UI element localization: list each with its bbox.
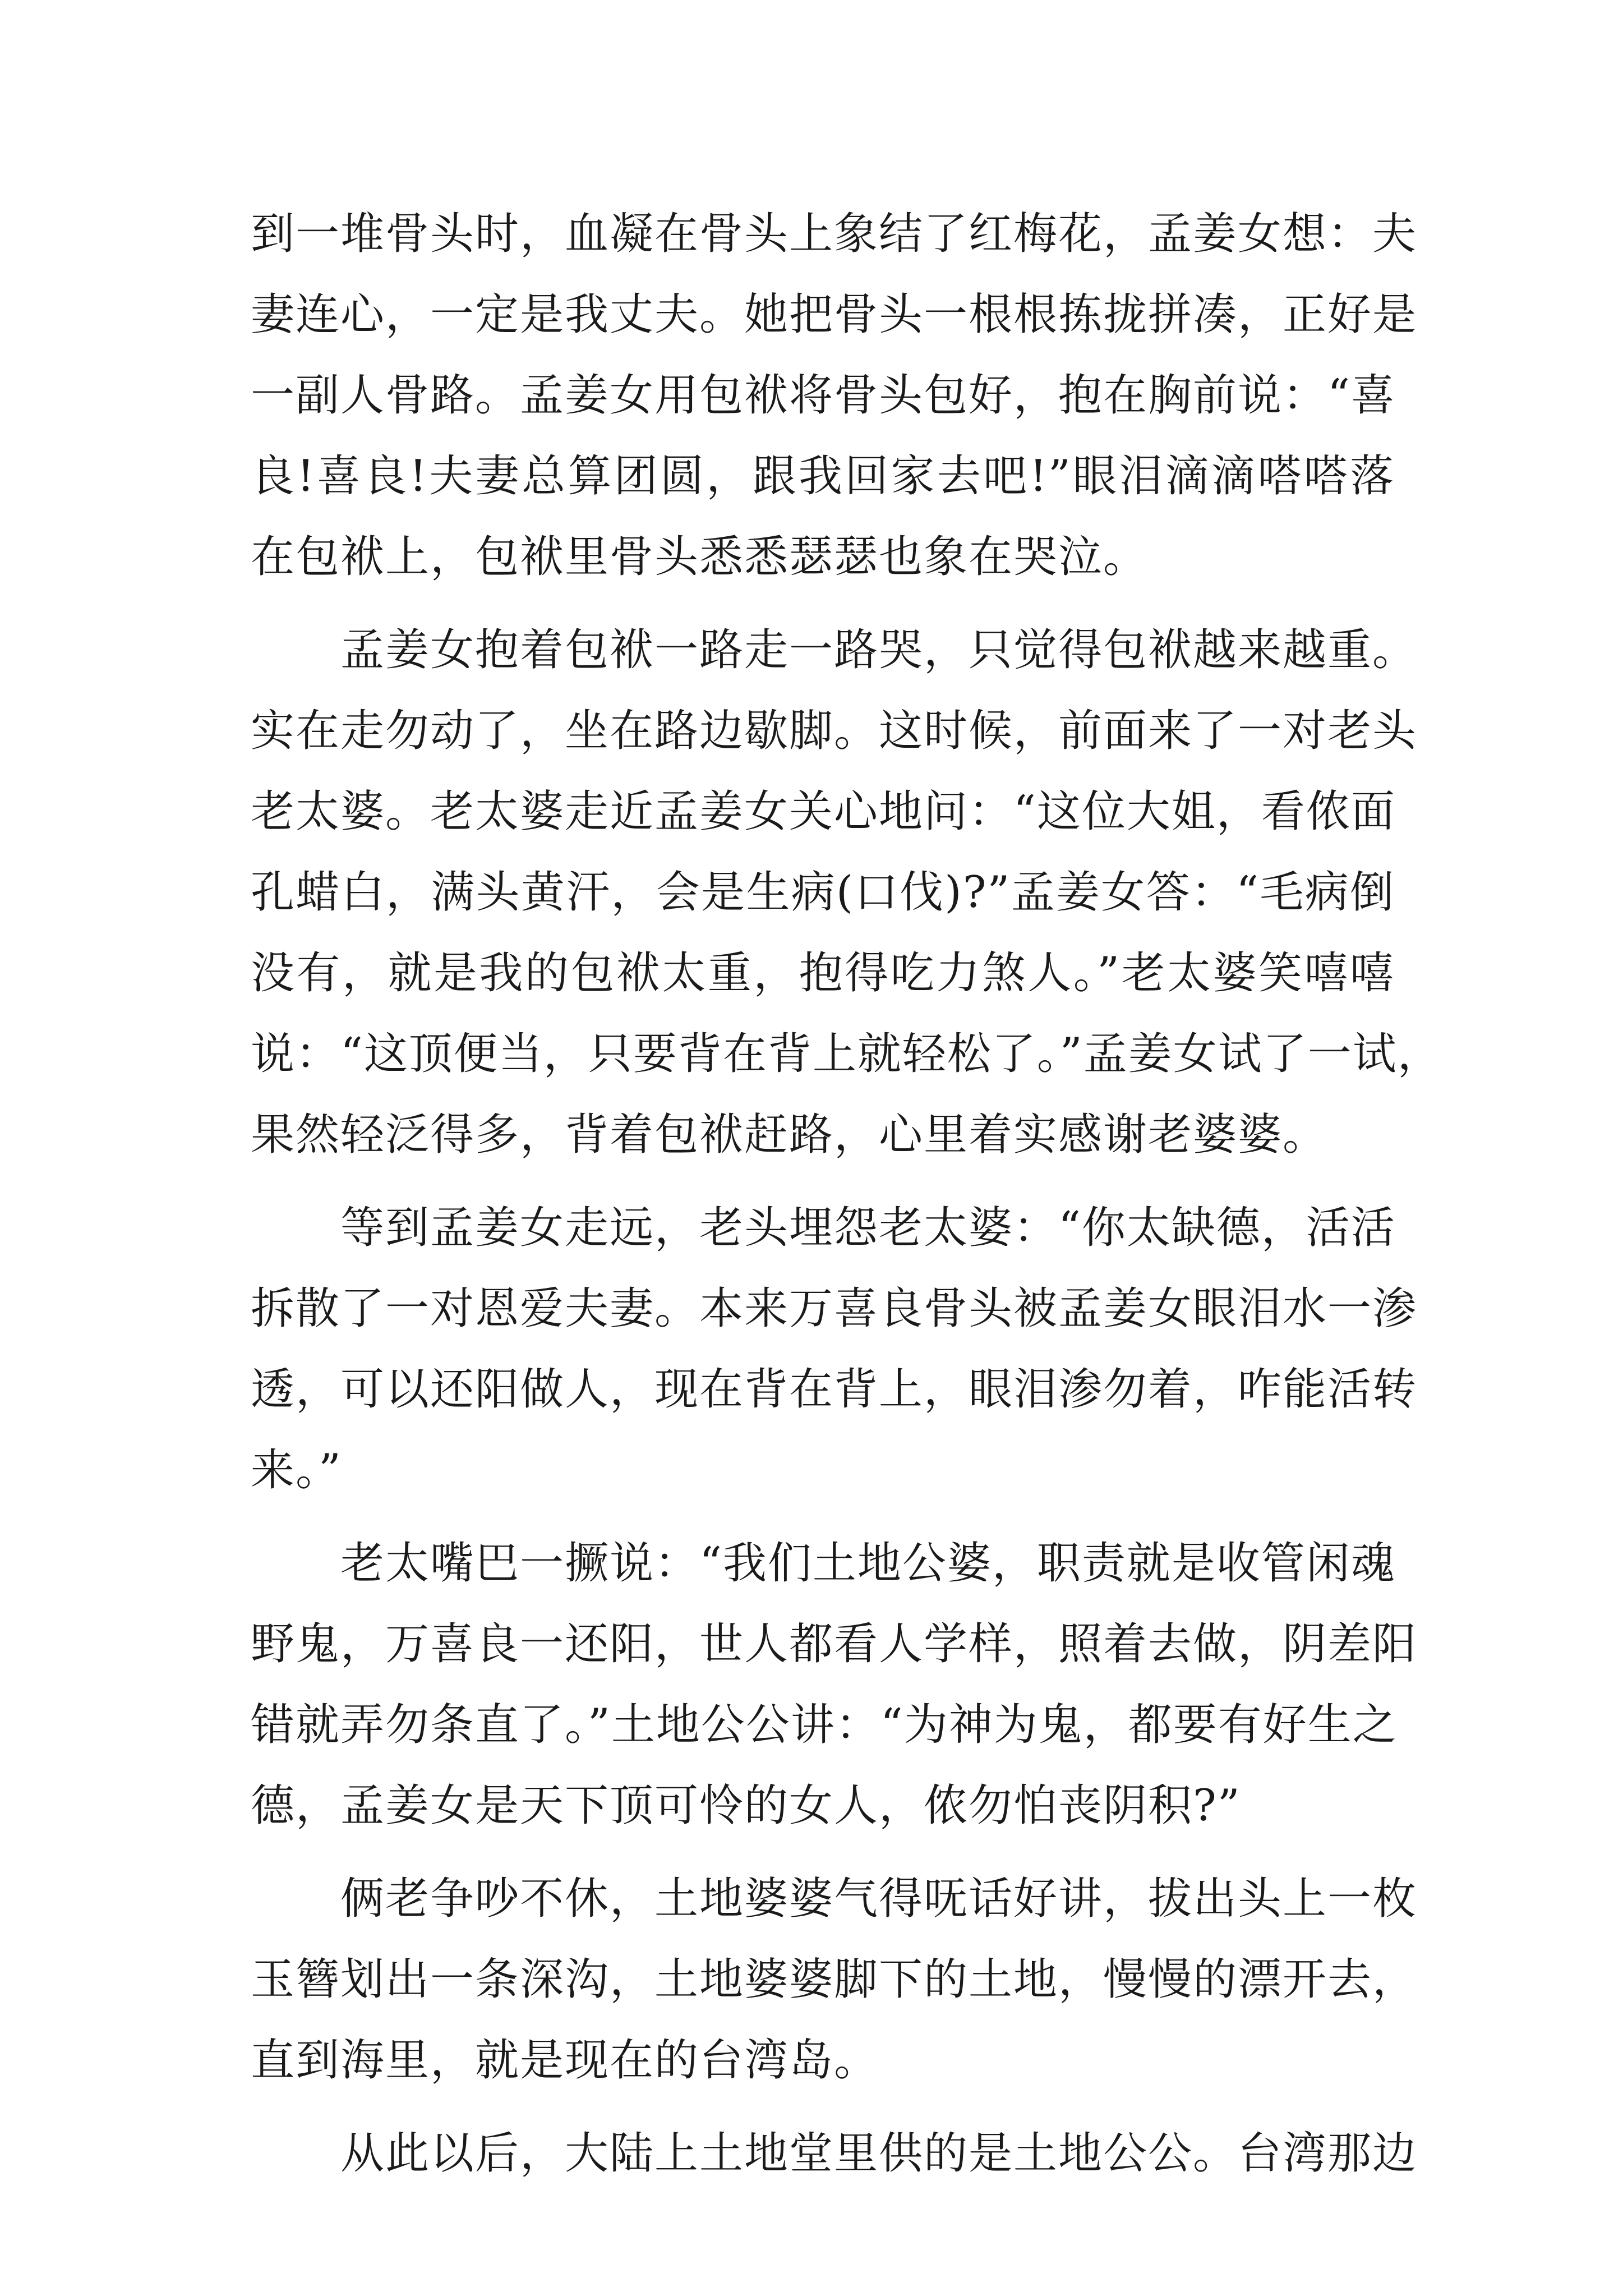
paragraph-spacer <box>251 1175 1395 1188</box>
text-line: 透，可以还阳做人，现在背在背上，眼泪渗勿着，咋能活转 <box>251 1364 1418 1415</box>
text-line: 孟姜女抱着包袱一路走一路哭，只觉得包袱越来越重。 <box>340 625 1418 675</box>
text-line: 拆散了一对恩爱夫妻。本来万喜良骨头被孟姜女眼泪水一渗 <box>251 1283 1418 1334</box>
paragraph-spacer <box>251 597 1395 610</box>
text-line: 等到孟姜女走远，老头埋怨老太婆：“你太缺德，活活 <box>340 1203 1396 1253</box>
text-line: 俩老争吵不休，土地婆婆气得呒话好讲，拔出头上一枚 <box>340 1874 1418 1924</box>
text-line: 妻连心，一定是我丈夫。她把骨头一根根拣拢拼凑，正好是 <box>251 289 1418 340</box>
text-line: 在包袱上，包袱里骨头悉悉瑟瑟也象在哭泣。 <box>251 532 1149 582</box>
paragraph-5 <box>251 1858 1418 2101</box>
text-line: 老太婆。老太婆走近孟姜女关心地问：“这位大姐，看侬面 <box>251 786 1396 837</box>
text-line: 从此以后，大陆上土地堂里供的是土地公公。台湾那边 <box>340 2128 1418 2179</box>
text-line: 实在走勿动了，坐在路边歇脚。这时候，前面来了一对老头 <box>251 706 1418 756</box>
text-line: 野鬼，万喜良一还阳，世人都看人学样，照着去做，阴差阳 <box>251 1619 1418 1669</box>
text-line: 到一堆骨头时，血凝在骨头上象结了红梅花，孟姜女想：夫 <box>251 209 1418 259</box>
story-text <box>251 194 1442 2194</box>
text-line: 说：“这顶便当，只要背在背上就轻松了。”孟姜女试了一试， <box>251 1029 1442 1079</box>
text-line: 一副人骨路。孟姜女用包袱将骨头包好，抱在胸前说：“喜 <box>251 370 1396 421</box>
text-line: 没有，就是我的包袱太重，抱得吃力煞人。”老太婆笑嘻嘻 <box>251 948 1395 999</box>
text-line: 果然轻泛得多，背着包袱赶路，心里着实感谢老婆婆。 <box>251 1110 1328 1160</box>
paragraph-3 <box>251 1188 1418 1511</box>
paragraph-4 <box>251 1523 1418 1846</box>
paragraph-spacer <box>251 2101 1395 2113</box>
paragraph-spacer <box>251 1846 1395 1858</box>
text-line: 玉簪划出一条深沟，土地婆婆脚下的土地，慢慢的漂开去， <box>251 1954 1418 2005</box>
text-line: 德，孟姜女是天下顶可怜的女人，侬勿怕丧阴积?” <box>251 1780 1241 1831</box>
text-line: 老太嘴巴一撅说：“我们土地公婆，职责就是收管闲魂 <box>340 1538 1396 1589</box>
paragraph-6 <box>251 2113 1418 2194</box>
text-line: 孔蜡白，满头黄汗，会是生病(口伐)?”孟姜女答：“毛病倒 <box>251 867 1395 918</box>
text-line: 来。” <box>251 1445 342 1496</box>
paragraph-spacer <box>251 1511 1395 1523</box>
text-line: 直到海里，就是现在的台湾岛。 <box>251 2035 879 2086</box>
text-line: 错就弄勿条直了。”土地公公讲：“为神为鬼，都要有好生之 <box>251 1700 1398 1750</box>
paragraph-1 <box>251 194 1418 597</box>
text-line: 良!喜良!夫妻总算团圆，跟我回家去吧!”眼泪滴滴嗒嗒落 <box>251 451 1395 501</box>
paragraph-2 <box>251 610 1442 1175</box>
